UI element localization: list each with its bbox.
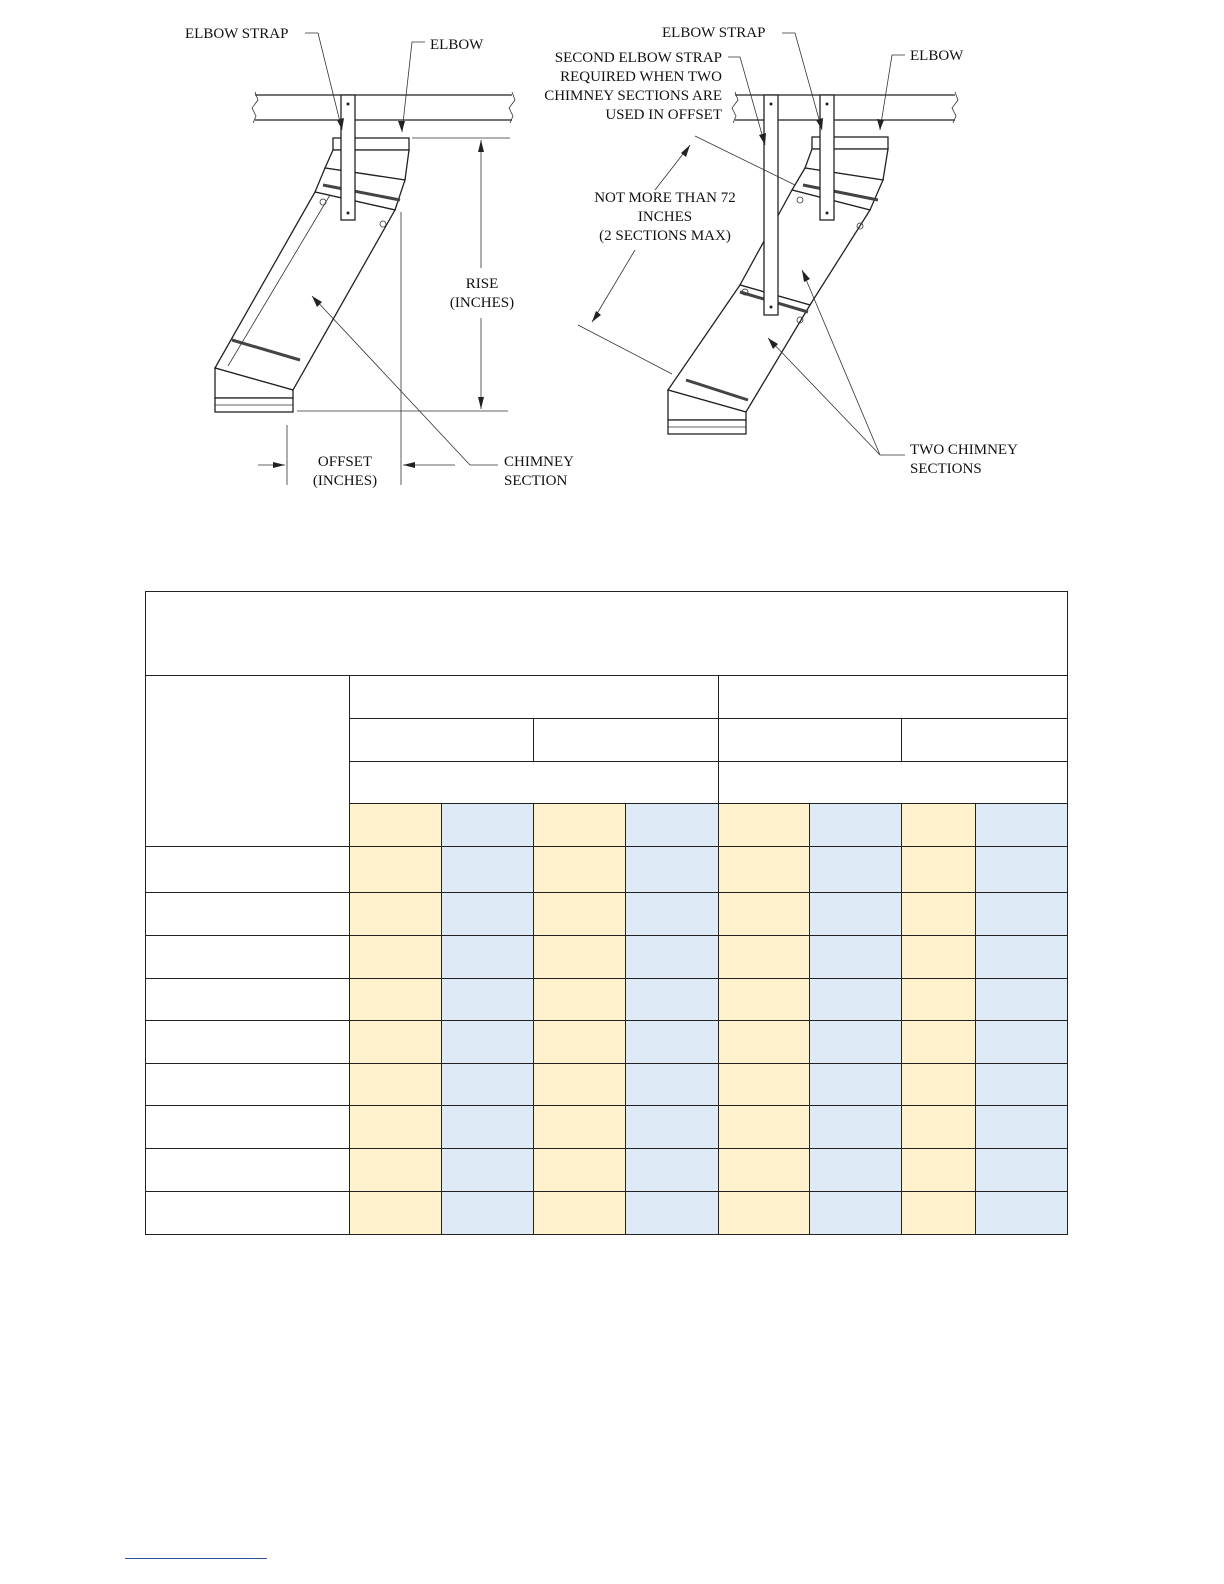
table-cell <box>718 1149 809 1192</box>
table-cell <box>350 847 442 893</box>
table-cell <box>809 893 901 936</box>
rise-label: RISE <box>465 276 499 292</box>
table-row <box>146 1064 1068 1106</box>
max-length-label-3: (2 SECTIONS MAX) <box>599 228 731 244</box>
table-cell <box>809 1149 901 1192</box>
header-cell <box>901 804 975 847</box>
table-cell <box>350 1149 442 1192</box>
header-sub-2 <box>534 719 718 762</box>
table-cell <box>975 847 1067 893</box>
header-group-left <box>350 676 718 719</box>
header-units-left <box>350 762 718 804</box>
table-cell <box>350 979 442 1021</box>
table-cell <box>901 893 975 936</box>
chimney-offset-diagram <box>0 0 1224 520</box>
right-elbow-label: ELBOW <box>910 48 964 64</box>
chimney-section-label: CHIMNEY <box>504 454 574 470</box>
second-strap-label-4: USED IN OFFSET <box>605 107 722 123</box>
table-cell <box>809 979 901 1021</box>
offset-label: OFFSET <box>317 454 373 470</box>
row-label-cell <box>146 847 350 893</box>
table-cell <box>626 1106 718 1149</box>
table-cell <box>901 1106 975 1149</box>
header-sub-1 <box>350 719 534 762</box>
table-cell <box>718 1021 809 1064</box>
left-elbow-strap-label: ELBOW STRAP <box>185 26 289 42</box>
left-ceiling-joist <box>252 92 515 123</box>
table-cell <box>350 1021 442 1064</box>
table-cell <box>350 1106 442 1149</box>
table-cell <box>442 847 534 893</box>
row-label-cell <box>146 936 350 979</box>
table-body <box>146 847 1068 1235</box>
table-cell <box>809 1106 901 1149</box>
table-row <box>146 1149 1068 1192</box>
table-cell <box>809 1064 901 1106</box>
left-chimney-section <box>215 192 395 390</box>
header-units-right <box>718 762 1067 804</box>
table-cell <box>901 1192 975 1235</box>
table-cell <box>626 936 718 979</box>
offset-units-label: (INCHES) <box>312 473 378 489</box>
header-cell <box>975 804 1067 847</box>
table-cell <box>718 936 809 979</box>
table-cell <box>534 979 626 1021</box>
table-cell <box>442 1021 534 1064</box>
max-length-label-1: NOT MORE THAN 72 <box>594 190 736 206</box>
table-cell <box>975 1064 1067 1106</box>
table-cell <box>809 847 901 893</box>
table-row <box>146 1106 1068 1149</box>
table-cell <box>718 893 809 936</box>
table-cell <box>442 893 534 936</box>
table-cell <box>534 1064 626 1106</box>
header-cell <box>718 804 809 847</box>
table-cell <box>442 979 534 1021</box>
table-row <box>146 847 1068 893</box>
table-cell <box>350 936 442 979</box>
row-label-cell <box>146 1192 350 1235</box>
header-group-right <box>718 676 1067 719</box>
row-label-cell <box>146 1149 350 1192</box>
table-cell <box>975 1106 1067 1149</box>
header-cell <box>442 804 534 847</box>
right-second-elbow-strap <box>764 95 778 315</box>
table-cell <box>442 1149 534 1192</box>
table-cell <box>975 979 1067 1021</box>
second-strap-label-1: SECOND ELBOW STRAP <box>554 50 722 66</box>
row-label-cell <box>146 979 350 1021</box>
row-label-cell <box>146 893 350 936</box>
row-header-column <box>146 676 350 847</box>
table-row <box>146 979 1068 1021</box>
row-label-cell <box>146 1064 350 1106</box>
right-elbow-strap <box>820 95 834 220</box>
table-cell <box>901 936 975 979</box>
table-cell <box>901 979 975 1021</box>
header-sub-4 <box>901 719 1067 762</box>
table-cell <box>718 1064 809 1106</box>
table-cell <box>975 936 1067 979</box>
table-cell <box>901 1021 975 1064</box>
table-title-row <box>146 592 1068 676</box>
table-cell <box>534 1149 626 1192</box>
header-cell <box>626 804 718 847</box>
table-cell <box>442 1106 534 1149</box>
offset-table <box>145 591 1068 1235</box>
table-cell <box>534 847 626 893</box>
table-cell <box>350 1192 442 1235</box>
left-offset-figure <box>185 26 574 489</box>
table-cell <box>718 1192 809 1235</box>
table-cell <box>718 979 809 1021</box>
table-cell <box>626 1021 718 1064</box>
table-row <box>146 1192 1068 1235</box>
row-label-cell <box>146 1106 350 1149</box>
second-strap-label-3: CHIMNEY SECTIONS ARE <box>544 88 722 104</box>
table-row <box>146 936 1068 979</box>
max-length-label-2: INCHES <box>637 209 693 225</box>
row-label-cell <box>146 1021 350 1064</box>
second-strap-label-2: REQUIRED WHEN TWO <box>560 69 722 85</box>
table-cell <box>534 1106 626 1149</box>
table-cell <box>901 1149 975 1192</box>
table-title-cell <box>146 592 1068 676</box>
two-sections-label-2: SECTIONS <box>910 461 982 477</box>
table-cell <box>442 1064 534 1106</box>
table-cell <box>901 847 975 893</box>
left-elbow-strap <box>341 95 355 220</box>
table-cell <box>975 1192 1067 1235</box>
table-cell <box>626 979 718 1021</box>
header-sub-3 <box>718 719 901 762</box>
table-cell <box>809 1192 901 1235</box>
header-cell <box>809 804 901 847</box>
table-cell <box>975 1021 1067 1064</box>
right-offset-figure <box>544 25 1018 477</box>
table-cell <box>626 1192 718 1235</box>
right-elbow-strap-label: ELBOW STRAP <box>662 25 766 41</box>
table-cell <box>442 1192 534 1235</box>
table-cell <box>809 1021 901 1064</box>
table-cell <box>626 847 718 893</box>
table-cell <box>626 893 718 936</box>
table-cell <box>718 1106 809 1149</box>
table-cell <box>534 893 626 936</box>
two-sections-label-1: TWO CHIMNEY <box>910 442 1018 458</box>
table-cell <box>718 847 809 893</box>
header-row-1 <box>146 676 1068 719</box>
table-row <box>146 893 1068 936</box>
table-cell <box>534 1192 626 1235</box>
header-cell <box>350 804 442 847</box>
rise-units-label: (INCHES) <box>449 295 515 311</box>
table-cell <box>975 1149 1067 1192</box>
footnote-separator <box>125 1558 267 1559</box>
table-cell <box>350 893 442 936</box>
table-cell <box>534 1021 626 1064</box>
table-cell <box>350 1064 442 1106</box>
header-cell <box>534 804 626 847</box>
table-cell <box>534 936 626 979</box>
table-cell <box>809 936 901 979</box>
table-cell <box>442 936 534 979</box>
table-cell <box>975 893 1067 936</box>
table-cell <box>901 1064 975 1106</box>
table-cell <box>626 1149 718 1192</box>
left-elbow-label: ELBOW <box>430 37 484 53</box>
table-cell <box>626 1064 718 1106</box>
table-row <box>146 1021 1068 1064</box>
chimney-section-label-2: SECTION <box>504 473 568 489</box>
